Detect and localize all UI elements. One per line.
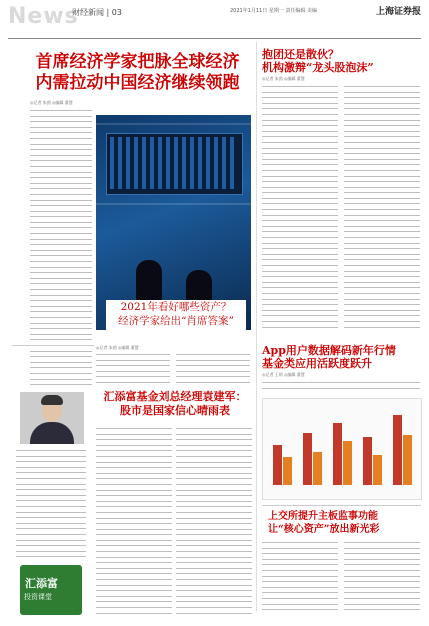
right-mid-title-line2: 基金类应用活跃度跃升 (262, 357, 372, 370)
right-mid-body-text (262, 380, 420, 396)
right-bottom-title (268, 510, 380, 536)
interview-body-col2 (176, 426, 252, 618)
chart-bar (393, 415, 402, 485)
chart-bar (363, 437, 372, 485)
feature-title-line2: 经济学家给出“肖席答案” (118, 315, 234, 327)
chart-bar (343, 441, 352, 485)
section-label: 财经新闻 | 03 (72, 8, 122, 17)
right-bottom-title-line1: 上交所提升主板监事功能 (268, 511, 378, 522)
forum-photo (96, 115, 251, 330)
lead-headline-line2: 内需拉动中国经济继续领跑 (35, 73, 240, 93)
chart-bar (333, 423, 342, 485)
feature-title-line1: 2021年看好哪些资产？ (120, 301, 232, 313)
app-activity-chart (262, 398, 422, 500)
column-separator (256, 42, 257, 612)
lead-headline (30, 52, 245, 94)
chart-bar (273, 445, 282, 485)
right-mid-title (262, 344, 396, 370)
column-logo-line1: 汇添富 (25, 577, 58, 590)
lead-headline-line1: 首席经济学家把脉全球经济 (35, 52, 240, 72)
masthead (0, 0, 429, 40)
interview-title-line1: 汇添富基金刘总经理袁建军： (103, 390, 247, 403)
right-mid-title-line1: App用户数据解码新年行情 (262, 344, 396, 357)
lead-byline: ◎记者 朱茵 ◎编辑 董慧 (30, 100, 73, 105)
right-bottom-body-col1 (262, 540, 338, 618)
right-top-title-line1: 抱团还是散伙？ (262, 48, 339, 61)
newspaper-brand: 上海证券报 (375, 7, 421, 17)
masthead-watermark: News (8, 4, 79, 29)
interview-caption-text (16, 448, 86, 560)
interview-body-col1 (96, 426, 172, 618)
column-logo (20, 565, 82, 615)
right-top-title (262, 48, 374, 74)
chart-bar (283, 457, 292, 485)
right-top-body-col2 (344, 84, 420, 334)
right-mid-byline: ◎记者 王炳 ◎编辑 董慧 (262, 372, 305, 377)
interview-title-line2: 股市是国家信心晴雨表 (120, 404, 230, 417)
chart-bar (373, 455, 382, 485)
right-bottom-body-col2 (344, 540, 420, 618)
chart-bar (403, 435, 412, 485)
interview-title (100, 390, 250, 418)
feature-byline: ◎记者 朱茵 ◎编辑 董慧 (96, 345, 139, 350)
right-bottom-title-line2: 让“核心资产”放出新光彩 (268, 524, 380, 535)
date-info: 2021年1月11日 星期一 责任编辑 美编 (230, 8, 318, 14)
column-logo-line2: 投资课堂 (24, 593, 52, 601)
masthead-rule (8, 38, 421, 39)
lead-body-text (30, 108, 92, 390)
feature-title (106, 300, 246, 342)
interview-rule (12, 345, 94, 346)
feature-body-col1 (96, 352, 170, 388)
chart-bar (303, 433, 312, 485)
right-top-title-line2: 机构激辩“龙头股泡沫” (262, 61, 374, 74)
chart-bar (313, 452, 322, 485)
right-top-byline: ◎记者 朱茵 ◎编辑 董慧 (262, 76, 305, 81)
right-bottom-rule (262, 505, 421, 506)
feature-body-col2 (176, 352, 250, 388)
right-top-body-col1 (262, 84, 338, 334)
interviewee-portrait (20, 392, 84, 444)
